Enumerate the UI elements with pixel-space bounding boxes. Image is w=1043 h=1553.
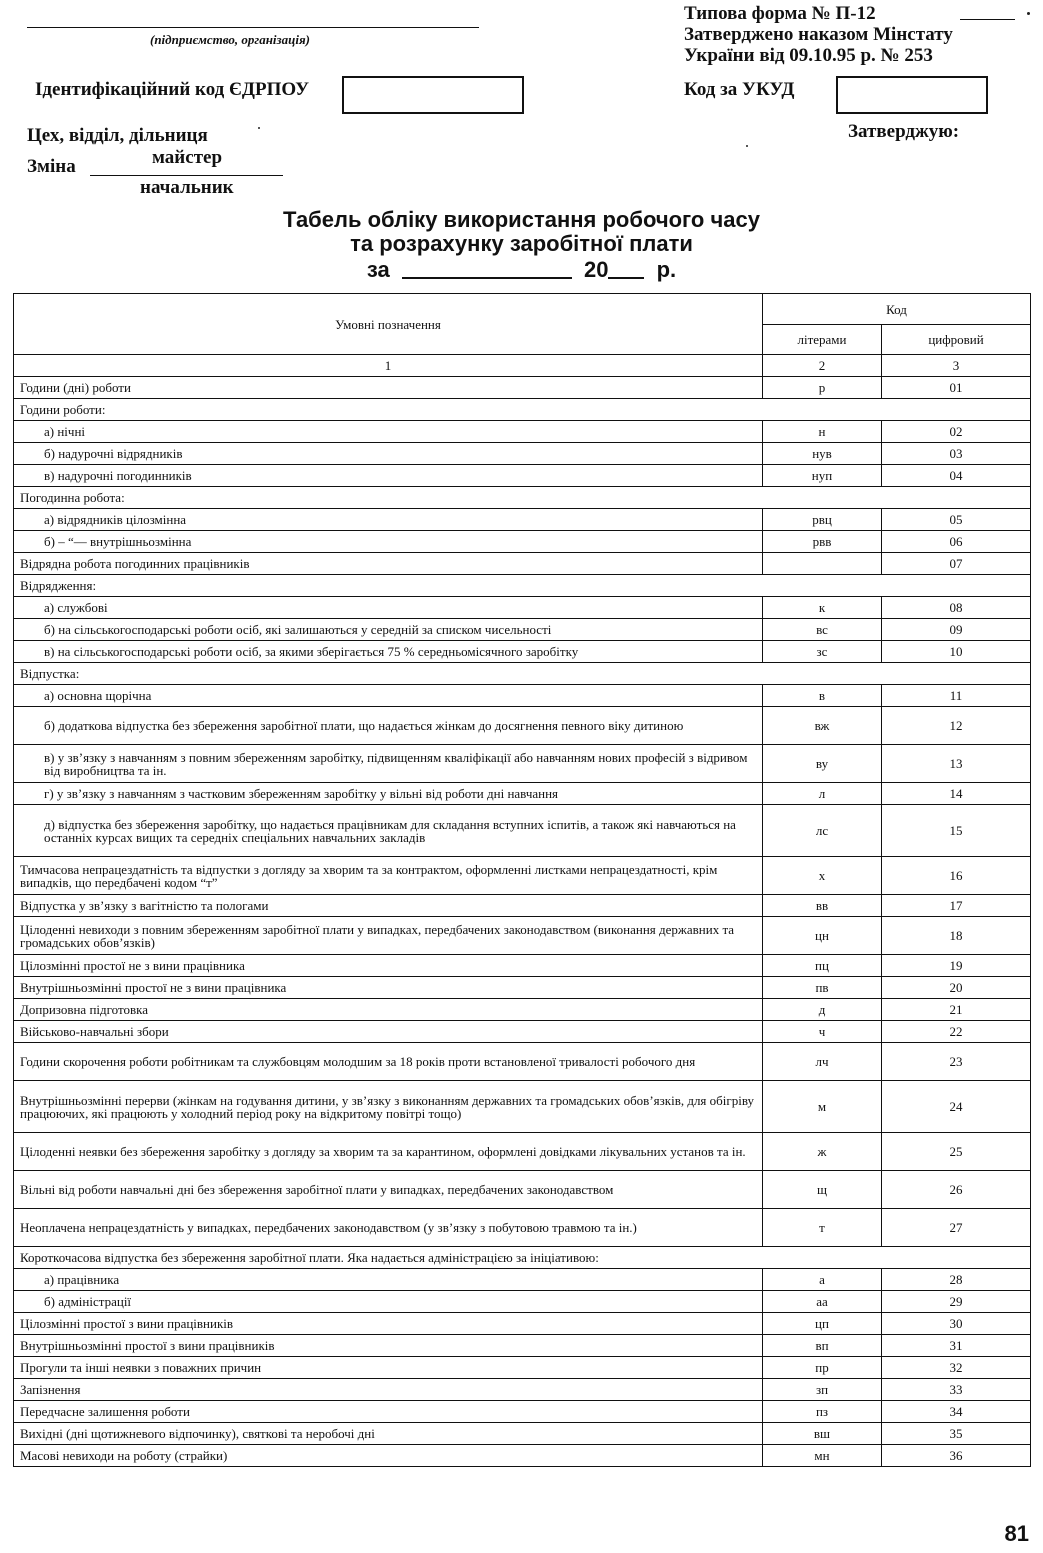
table-row bbox=[14, 619, 1031, 641]
table-row bbox=[14, 421, 1031, 443]
row-digital-code: 26 bbox=[882, 1171, 1031, 1209]
corner-mark-line bbox=[960, 19, 1015, 20]
table-row bbox=[14, 1247, 1031, 1269]
edrpou-label: Ідентифікаційний код ЄДРПОУ bbox=[35, 79, 310, 100]
row-letter-code: зп bbox=[763, 1379, 882, 1401]
row-letter-code: мн bbox=[763, 1445, 882, 1467]
document-title-line2: та розрахунку заробітної плати bbox=[350, 231, 693, 256]
table-row bbox=[14, 917, 1031, 955]
table-row bbox=[14, 575, 1031, 597]
row-letter-code: щ bbox=[763, 1171, 882, 1209]
form-info-line: України від 09.10.95 р. № 253 bbox=[684, 45, 933, 66]
row-label: Вихідні (дні щотижневого відпочинку), святкові та неробочі дні bbox=[14, 1423, 763, 1445]
row-digital-code: 33 bbox=[882, 1379, 1031, 1401]
row-letter-code: р bbox=[763, 377, 882, 399]
document-title-line3 bbox=[0, 257, 1043, 282]
master-label: майстер bbox=[152, 147, 223, 168]
table-row bbox=[14, 1209, 1031, 1247]
table-row bbox=[14, 857, 1031, 895]
row-label: Цілозмінні простої з вини працівників bbox=[14, 1313, 763, 1335]
row-label: а) відрядників цілозмінна bbox=[14, 509, 763, 531]
stray-dot bbox=[258, 127, 260, 129]
row-digital-code: 36 bbox=[882, 1445, 1031, 1467]
row-digital-code: 18 bbox=[882, 917, 1031, 955]
row-label: а) нічні bbox=[14, 421, 763, 443]
row-digital-code: 22 bbox=[882, 1021, 1031, 1043]
row-label: г) у зв’язку з навчанням з частковим збереженням заробітку у вільні від роботи дні навчання bbox=[14, 783, 763, 805]
row-label: Внутрішньозмінні перерви (жінкам на годування дитини, у зв’язку з виконанням державних та громадських обов’язків, для обігріву працюючих, які працюють у холодний період року на відкритому повітрі тощо) bbox=[14, 1081, 763, 1133]
row-label: Години (дні) роботи bbox=[14, 377, 763, 399]
table-row bbox=[14, 1043, 1031, 1081]
row-letter-code: цп bbox=[763, 1313, 882, 1335]
row-letter-code: вв bbox=[763, 895, 882, 917]
row-label: Військово-навчальні збори bbox=[14, 1021, 763, 1043]
year-blank[interactable] bbox=[608, 257, 644, 279]
table-row bbox=[14, 977, 1031, 999]
row-letter-code: х bbox=[763, 857, 882, 895]
shift-line[interactable] bbox=[90, 175, 283, 176]
row-label: Масові невиходи на роботу (страйки) bbox=[14, 1445, 763, 1467]
row-digital-code: 12 bbox=[882, 707, 1031, 745]
row-digital-code: 10 bbox=[882, 641, 1031, 663]
year-suffix: р. bbox=[656, 257, 677, 282]
table-row bbox=[14, 597, 1031, 619]
section-label: Погодинна робота: bbox=[14, 487, 1031, 509]
row-digital-code: 02 bbox=[882, 421, 1031, 443]
row-label: б) адміністрації bbox=[14, 1291, 763, 1313]
row-letter-code: ву bbox=[763, 745, 882, 783]
row-letter-code: пр bbox=[763, 1357, 882, 1379]
row-letter-code: вш bbox=[763, 1423, 882, 1445]
row-label: а) основна щорічна bbox=[14, 685, 763, 707]
table-row bbox=[14, 1379, 1031, 1401]
table-row bbox=[14, 399, 1031, 421]
row-digital-code: 15 bbox=[882, 805, 1031, 857]
table-row bbox=[14, 553, 1031, 575]
column-number-3: 3 bbox=[882, 355, 1031, 377]
row-letter-code: в bbox=[763, 685, 882, 707]
row-digital-code: 35 bbox=[882, 1423, 1031, 1445]
row-letter-code: лч bbox=[763, 1043, 882, 1081]
period-prefix: за bbox=[366, 257, 390, 282]
column-number-2: 2 bbox=[763, 355, 882, 377]
row-digital-code: 06 bbox=[882, 531, 1031, 553]
section-label: Відрядження: bbox=[14, 575, 1031, 597]
codes-table bbox=[13, 293, 1031, 1467]
row-letter-code: пз bbox=[763, 1401, 882, 1423]
page-number: 81 bbox=[1004, 1521, 1029, 1546]
stray-dot bbox=[746, 145, 748, 147]
form-info bbox=[684, 3, 953, 66]
table-row bbox=[14, 1313, 1031, 1335]
row-letter-code: рвв bbox=[763, 531, 882, 553]
row-digital-code: 08 bbox=[882, 597, 1031, 619]
table-row bbox=[14, 1081, 1031, 1133]
table-row bbox=[14, 465, 1031, 487]
table-row bbox=[14, 707, 1031, 745]
approve-label: Затверджую: bbox=[848, 121, 960, 142]
row-digital-code: 29 bbox=[882, 1291, 1031, 1313]
row-digital-code: 01 bbox=[882, 377, 1031, 399]
row-label: Допризовна підготовка bbox=[14, 999, 763, 1021]
row-digital-code: 24 bbox=[882, 1081, 1031, 1133]
row-label: д) відпустка без збереження заробітку, що надається працівникам для складання вступних іспитів, а також які навчаються на останніх курсах вищих та середніх спеціальних навчальних закладів bbox=[14, 805, 763, 857]
row-label: Відпустка у зв’язку з вагітністю та пологами bbox=[14, 895, 763, 917]
section-label: Короткочасова відпустка без збереження заробітної плати. Яка надається адміністрацією за ініціативою: bbox=[14, 1247, 1031, 1269]
row-letter-code: цн bbox=[763, 917, 882, 955]
table-row bbox=[14, 1335, 1031, 1357]
row-digital-code: 21 bbox=[882, 999, 1031, 1021]
table-row bbox=[14, 487, 1031, 509]
column-header-digital: цифровий bbox=[882, 325, 1031, 355]
table-row bbox=[14, 895, 1031, 917]
row-letter-code bbox=[763, 553, 882, 575]
row-label: в) надурочні погодинників bbox=[14, 465, 763, 487]
row-digital-code: 09 bbox=[882, 619, 1031, 641]
section-label: Відпустка: bbox=[14, 663, 1031, 685]
row-letter-code: л bbox=[763, 783, 882, 805]
row-digital-code: 34 bbox=[882, 1401, 1031, 1423]
row-digital-code: 11 bbox=[882, 685, 1031, 707]
row-label: а) службові bbox=[14, 597, 763, 619]
form-info-line: Затверджено наказом Мінстату bbox=[684, 24, 953, 45]
row-label: Неоплачена непрацездатність у випадках, передбачених законодавством (у зв’язку з побутовою травмою та ін.) bbox=[14, 1209, 763, 1247]
row-digital-code: 31 bbox=[882, 1335, 1031, 1357]
row-label: Години скорочення роботи робітникам та службовцям молодшим за 18 років проти встановленої тривалості робочого дня bbox=[14, 1043, 763, 1081]
row-letter-code: м bbox=[763, 1081, 882, 1133]
row-label: Запізнення bbox=[14, 1379, 763, 1401]
table-row bbox=[14, 1133, 1031, 1171]
row-digital-code: 25 bbox=[882, 1133, 1031, 1171]
row-digital-code: 04 bbox=[882, 465, 1031, 487]
table-row bbox=[14, 1291, 1031, 1313]
row-label: б) на сільськогосподарські роботи осіб, які залишаються у середній за списком чисельності bbox=[14, 619, 763, 641]
table-row bbox=[14, 1423, 1031, 1445]
shift-label: Зміна bbox=[27, 156, 76, 177]
row-label: б) додаткова відпустка без збереження заробітної плати, що надається жінкам до досягнення певного віку дитиною bbox=[14, 707, 763, 745]
row-label: а) працівника bbox=[14, 1269, 763, 1291]
column-header-letters: літерами bbox=[763, 325, 882, 355]
table-row bbox=[14, 955, 1031, 977]
year-prefix: 20 bbox=[583, 257, 609, 282]
table-row bbox=[14, 1401, 1031, 1423]
row-label: Тимчасова непрацездатність та відпустки з догляду за хворим та за контрактом, оформленні листками непрацездатності, крім випадків, що передбачені кодом “т” bbox=[14, 857, 763, 895]
row-digital-code: 07 bbox=[882, 553, 1031, 575]
row-label: Передчасне залишення роботи bbox=[14, 1401, 763, 1423]
table-row bbox=[14, 1171, 1031, 1209]
table-row bbox=[14, 1021, 1031, 1043]
edrpou-input[interactable] bbox=[342, 76, 524, 114]
row-label: Відрядна робота погодинних працівників bbox=[14, 553, 763, 575]
row-digital-code: 16 bbox=[882, 857, 1031, 895]
row-label: Цілозмінні простої не з вини працівника bbox=[14, 955, 763, 977]
row-label: б) надурочні відрядників bbox=[14, 443, 763, 465]
row-letter-code: нув bbox=[763, 443, 882, 465]
row-label: б) – “— внутрішньозмінна bbox=[14, 531, 763, 553]
table-row bbox=[14, 685, 1031, 707]
row-digital-code: 28 bbox=[882, 1269, 1031, 1291]
row-digital-code: 23 bbox=[882, 1043, 1031, 1081]
row-letter-code: зс bbox=[763, 641, 882, 663]
table-row bbox=[14, 1269, 1031, 1291]
ukud-input[interactable] bbox=[836, 76, 988, 114]
table-row bbox=[14, 509, 1031, 531]
row-letter-code: д bbox=[763, 999, 882, 1021]
row-digital-code: 20 bbox=[882, 977, 1031, 999]
row-letter-code: рвц bbox=[763, 509, 882, 531]
row-letter-code: т bbox=[763, 1209, 882, 1247]
row-digital-code: 17 bbox=[882, 895, 1031, 917]
column-header-legend: Умовні позначення bbox=[14, 294, 763, 355]
table-row bbox=[14, 783, 1031, 805]
row-label: Цілоденні невиходи з повним збереженням заробітної плати у випадках, передбачених законодавством (виконання державних та громадських обов’язків) bbox=[14, 917, 763, 955]
row-letter-code: вп bbox=[763, 1335, 882, 1357]
row-label: Внутрішньозмінні простої з вини працівників bbox=[14, 1335, 763, 1357]
row-letter-code: ч bbox=[763, 1021, 882, 1043]
row-label: в) у зв’язку з навчанням з повним збереженням заробітку, підвищенням кваліфікації або навчанням нових професій з відривом від виробництва та ін. bbox=[14, 745, 763, 783]
corner-mark-dot bbox=[1027, 12, 1030, 15]
row-label: Прогули та інші неявки з поважних причин bbox=[14, 1357, 763, 1379]
table-row bbox=[14, 1445, 1031, 1467]
row-letter-code: к bbox=[763, 597, 882, 619]
row-letter-code: пц bbox=[763, 955, 882, 977]
row-letter-code: нуп bbox=[763, 465, 882, 487]
row-digital-code: 27 bbox=[882, 1209, 1031, 1247]
row-digital-code: 30 bbox=[882, 1313, 1031, 1335]
table-row bbox=[14, 531, 1031, 553]
row-letter-code: лс bbox=[763, 805, 882, 857]
table-row bbox=[14, 1357, 1031, 1379]
organization-line bbox=[27, 27, 479, 28]
section-label: Години роботи: bbox=[14, 399, 1031, 421]
table-row bbox=[14, 745, 1031, 783]
table-row bbox=[14, 377, 1031, 399]
row-letter-code: вс bbox=[763, 619, 882, 641]
column-header-code: Код bbox=[763, 294, 1031, 325]
table-row bbox=[14, 443, 1031, 465]
table-row bbox=[14, 641, 1031, 663]
row-label: Цілоденні неявки без збереження заробітку з догляду за хворим та за карантином, оформлені довідками лікувальних установ та ін. bbox=[14, 1133, 763, 1171]
row-letter-code: ж bbox=[763, 1133, 882, 1171]
row-label: Внутрішньозмінні простої не з вини працівника bbox=[14, 977, 763, 999]
row-label: в) на сільськогосподарські роботи осіб, за якими зберігається 75 % середньомісячного заробітку bbox=[14, 641, 763, 663]
row-digital-code: 19 bbox=[882, 955, 1031, 977]
row-digital-code: 03 bbox=[882, 443, 1031, 465]
row-letter-code: вж bbox=[763, 707, 882, 745]
row-digital-code: 05 bbox=[882, 509, 1031, 531]
period-blank[interactable] bbox=[402, 257, 572, 279]
table-row bbox=[14, 805, 1031, 857]
department-label: Цех, відділ, дільниця bbox=[27, 125, 208, 146]
row-digital-code: 13 bbox=[882, 745, 1031, 783]
row-label: Вільні від роботи навчальні дні без збереження заробітної плати у випадках, передбачених законодавством bbox=[14, 1171, 763, 1209]
row-digital-code: 14 bbox=[882, 783, 1031, 805]
document-title-line1: Табель обліку використання робочого часу bbox=[283, 207, 760, 232]
column-number-1: 1 bbox=[14, 355, 763, 377]
chief-label: начальник bbox=[140, 177, 234, 198]
organization-caption: (підприємство, організація) bbox=[150, 32, 310, 47]
row-digital-code: 32 bbox=[882, 1357, 1031, 1379]
row-letter-code: аа bbox=[763, 1291, 882, 1313]
table-row bbox=[14, 663, 1031, 685]
row-letter-code: пв bbox=[763, 977, 882, 999]
form-info-line: Типова форма № П-12 bbox=[684, 3, 876, 24]
row-letter-code: а bbox=[763, 1269, 882, 1291]
ukud-label: Код за УКУД bbox=[684, 79, 795, 100]
table-row bbox=[14, 999, 1031, 1021]
row-letter-code: н bbox=[763, 421, 882, 443]
